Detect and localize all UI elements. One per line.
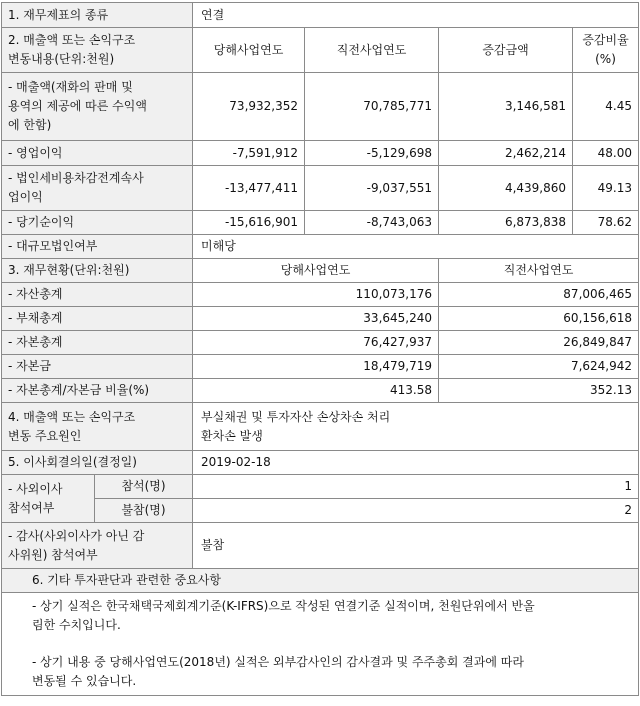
- net-income-current: -15,616,901: [193, 211, 305, 235]
- present-value: 1: [193, 475, 639, 499]
- total-equity-current: 76,427,937: [193, 331, 439, 355]
- absent-label: 불참(명): [95, 499, 193, 523]
- col-header-previous: 직전사업연도: [439, 259, 639, 283]
- capital-stock-previous: 7,624,942: [439, 355, 639, 379]
- table-row: [2, 331, 639, 355]
- row-label-operating-income: - 영업이익: [2, 141, 193, 166]
- table-row: [2, 523, 639, 569]
- revenue-previous: 70,785,771: [305, 73, 439, 141]
- table-row: [2, 593, 639, 696]
- equity-ratio-previous: 352.13: [439, 379, 639, 403]
- operating-income-rate: 48.00: [573, 141, 639, 166]
- operating-income-current: -7,591,912: [193, 141, 305, 166]
- section1-label: 1. 재무제표의 종류: [2, 3, 193, 28]
- table-row: [2, 403, 639, 451]
- net-income-previous: -8,743,063: [305, 211, 439, 235]
- table-row: [2, 475, 639, 499]
- board-resolution-date: 2019-02-18: [193, 451, 639, 475]
- col-header-rate: 증감비율 (%): [573, 28, 639, 73]
- col-header-current: 당해사업연도: [193, 259, 439, 283]
- row-label-total-liabilities: - 부채총계: [2, 307, 193, 331]
- row-label-total-assets: - 자산총계: [2, 283, 193, 307]
- pretax-income-rate: 49.13: [573, 166, 639, 211]
- table-row: [2, 141, 639, 166]
- row-label-total-equity: - 자본총계: [2, 331, 193, 355]
- table-row: [2, 451, 639, 475]
- col-header-previous: 직전사업연도: [305, 28, 439, 73]
- pretax-income-change: 4,439,860: [439, 166, 573, 211]
- total-liabilities-previous: 60,156,618: [439, 307, 639, 331]
- net-income-rate: 78.62: [573, 211, 639, 235]
- col-header-change: 증감금액: [439, 28, 573, 73]
- capital-stock-current: 18,479,719: [193, 355, 439, 379]
- table-row: [2, 307, 639, 331]
- equity-ratio-current: 413.58: [193, 379, 439, 403]
- table-row: [2, 166, 639, 211]
- section3-label: 3. 재무현황(단위:천원): [2, 259, 193, 283]
- note-2-line-2: 변동될 수 있습니다.: [32, 674, 137, 688]
- table-row: [2, 73, 639, 141]
- net-income-change: 6,873,838: [439, 211, 573, 235]
- table-row: [2, 355, 639, 379]
- large-corp-label: - 대규모법인여부: [2, 235, 193, 259]
- section2-label: 2. 매출액 또는 손익구조 변동내용(단위:천원): [2, 28, 193, 73]
- row-label-net-income: - 당기순이익: [2, 211, 193, 235]
- table-row: [2, 235, 639, 259]
- pretax-income-current: -13,477,411: [193, 166, 305, 211]
- revenue-current: 73,932,352: [193, 73, 305, 141]
- row-label-revenue: - 매출액(재화의 판매 및 용역의 제공에 따른 수익액 에 한함): [2, 73, 193, 141]
- table-row: [2, 28, 639, 73]
- total-assets-current: 110,073,176: [193, 283, 439, 307]
- statement-type-value: 연결: [193, 3, 639, 28]
- table-row: [2, 499, 639, 523]
- note-1-line-2: 림한 수치입니다.: [32, 618, 121, 632]
- disclosure-table: [1, 2, 639, 696]
- revenue-rate: 4.45: [573, 73, 639, 141]
- present-label: 참석(명): [95, 475, 193, 499]
- revenue-change: 3,146,581: [439, 73, 573, 141]
- table-row: [2, 3, 639, 28]
- section4-label: 4. 매출액 또는 손익구조 변동 주요원인: [2, 403, 193, 451]
- section6-label: 6. 기타 투자판단과 관련한 중요사항: [2, 569, 639, 593]
- col-header-current: 당해사업연도: [193, 28, 305, 73]
- large-corp-value: 미해당: [193, 235, 639, 259]
- row-label-pretax-income: - 법인세비용차감전계속사 업이익: [2, 166, 193, 211]
- note-1-line-1: - 상기 실적은 한국채택국제회계기준(K-IFRS)으로 작성된 연결기준 실적이며, 천원단위에서 반올: [32, 599, 535, 613]
- table-row: [2, 283, 639, 307]
- total-assets-previous: 87,006,465: [439, 283, 639, 307]
- row-label-equity-ratio: - 자본총계/자본금 비율(%): [2, 379, 193, 403]
- operating-income-change: 2,462,214: [439, 141, 573, 166]
- table-row: [2, 211, 639, 235]
- absent-value: 2: [193, 499, 639, 523]
- change-cause-value: 부실채권 및 투자자산 손상차손 처리 환차손 발생: [193, 403, 639, 451]
- auditor-attendance-label: - 감사(사외이사가 아닌 감 사위원) 참석여부: [2, 523, 193, 569]
- table-row: [2, 259, 639, 283]
- note-2-line-1: - 상기 내용 중 당해사업연도(2018년) 실적은 외부감사인의 감사결과 및 주주총회 결과에 따라: [32, 655, 524, 669]
- pretax-income-previous: -9,037,551: [305, 166, 439, 211]
- operating-income-previous: -5,129,698: [305, 141, 439, 166]
- table-row: [2, 569, 639, 593]
- total-liabilities-current: 33,645,240: [193, 307, 439, 331]
- table-row: [2, 379, 639, 403]
- other-notes: [2, 593, 639, 696]
- auditor-attendance-value: 불참: [193, 523, 639, 569]
- total-equity-previous: 26,849,847: [439, 331, 639, 355]
- outside-directors-label: - 사외이사 참석여부: [2, 475, 95, 523]
- section5-label: 5. 이사회결의일(결정일): [2, 451, 193, 475]
- row-label-capital-stock: - 자본금: [2, 355, 193, 379]
